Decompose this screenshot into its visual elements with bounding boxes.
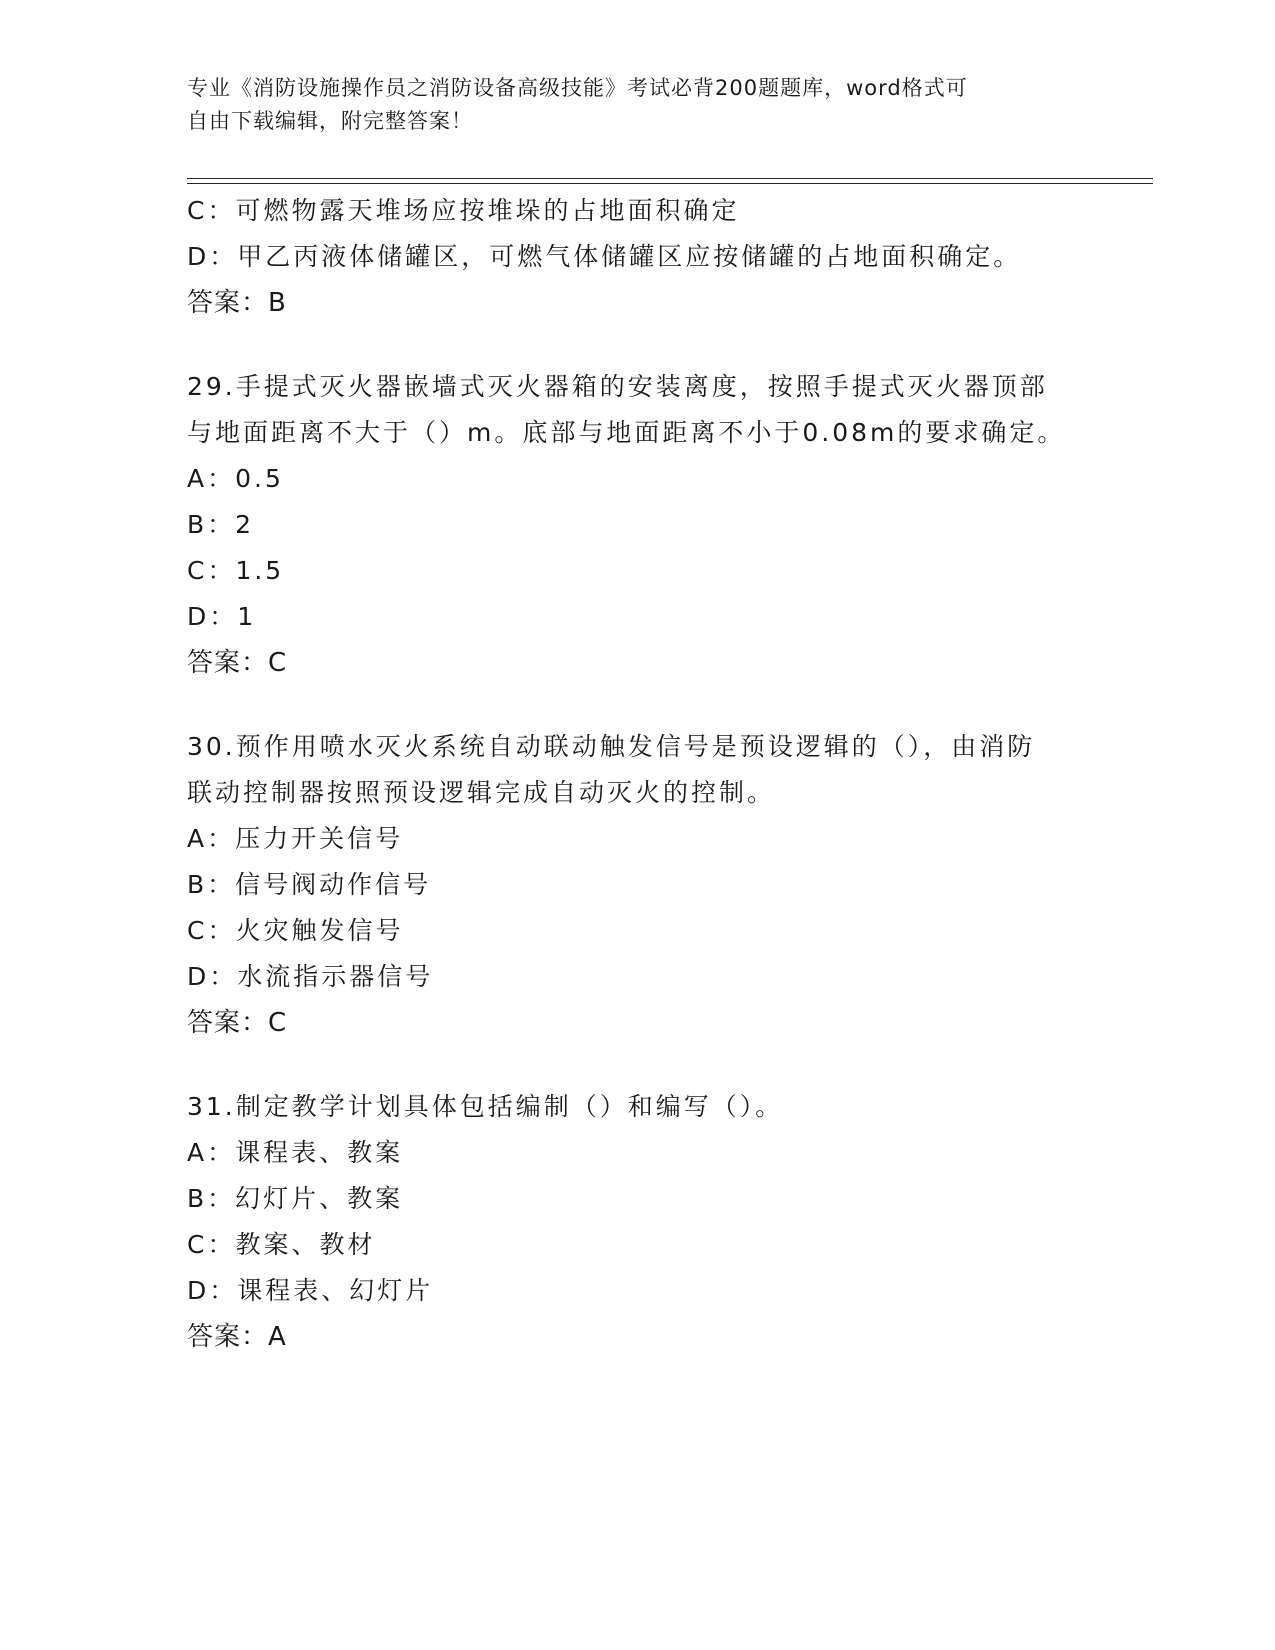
answer-line: 答案：B bbox=[187, 288, 287, 318]
option-a: A：压力开关信号 bbox=[187, 824, 404, 853]
question-stem: 联动控制器按照预设逻辑完成自动灭火的控制。 bbox=[187, 778, 776, 807]
answer-line: 答案：C bbox=[187, 1008, 288, 1038]
header-divider-bottom bbox=[187, 183, 1153, 184]
option-c: C：教案、教材 bbox=[187, 1230, 376, 1259]
option-c: C：1.5 bbox=[187, 556, 285, 585]
answer-line: 答案：C bbox=[187, 648, 288, 678]
question-stem: 与地面距离不大于（）m。底部与地面距离不小于0.08m的要求确定。 bbox=[187, 418, 1066, 447]
question-stem: 31.制定教学计划具体包括编制（）和编写（）。 bbox=[187, 1092, 784, 1121]
header-divider-top bbox=[187, 178, 1153, 179]
question-30 bbox=[187, 724, 1087, 1046]
option-b: B：幻灯片、教案 bbox=[187, 1184, 404, 1213]
answer-line: 答案：A bbox=[187, 1322, 287, 1352]
option-d: D：水流指示器信号 bbox=[187, 962, 434, 991]
option-c: C：火灾触发信号 bbox=[187, 916, 404, 945]
option-b: B：信号阀动作信号 bbox=[187, 870, 432, 899]
option-c: C：可燃物露天堆场应按堆垛的占地面积确定 bbox=[187, 196, 740, 225]
option-d: D：课程表、幻灯片 bbox=[187, 1276, 434, 1305]
question-stem: 30.预作用喷水灭火系统自动联动触发信号是预设逻辑的（），由消防 bbox=[187, 732, 1036, 761]
option-d: D：甲乙丙液体储罐区，可燃气体储罐区应按储罐的占地面积确定。 bbox=[187, 242, 1022, 271]
carryover-question bbox=[187, 188, 1087, 326]
question-31 bbox=[187, 1084, 1087, 1360]
header-line-1: 专业《消防设施操作员之消防设备高级技能》考试必背200题题库，word格式可 bbox=[187, 76, 968, 100]
document-body bbox=[187, 188, 1087, 1360]
document-header bbox=[187, 72, 1067, 138]
question-stem: 29.手提式灭火器嵌墙式灭火器箱的安装离度，按照手提式灭火器顶部 bbox=[187, 372, 1048, 401]
option-b: B：2 bbox=[187, 510, 255, 539]
option-a: A：0.5 bbox=[187, 464, 284, 493]
option-d: D：1 bbox=[187, 602, 257, 631]
option-a: A：课程表、教案 bbox=[187, 1138, 404, 1167]
question-29 bbox=[187, 364, 1087, 686]
header-line-2: 自由下载编辑，附完整答案！ bbox=[187, 109, 473, 133]
